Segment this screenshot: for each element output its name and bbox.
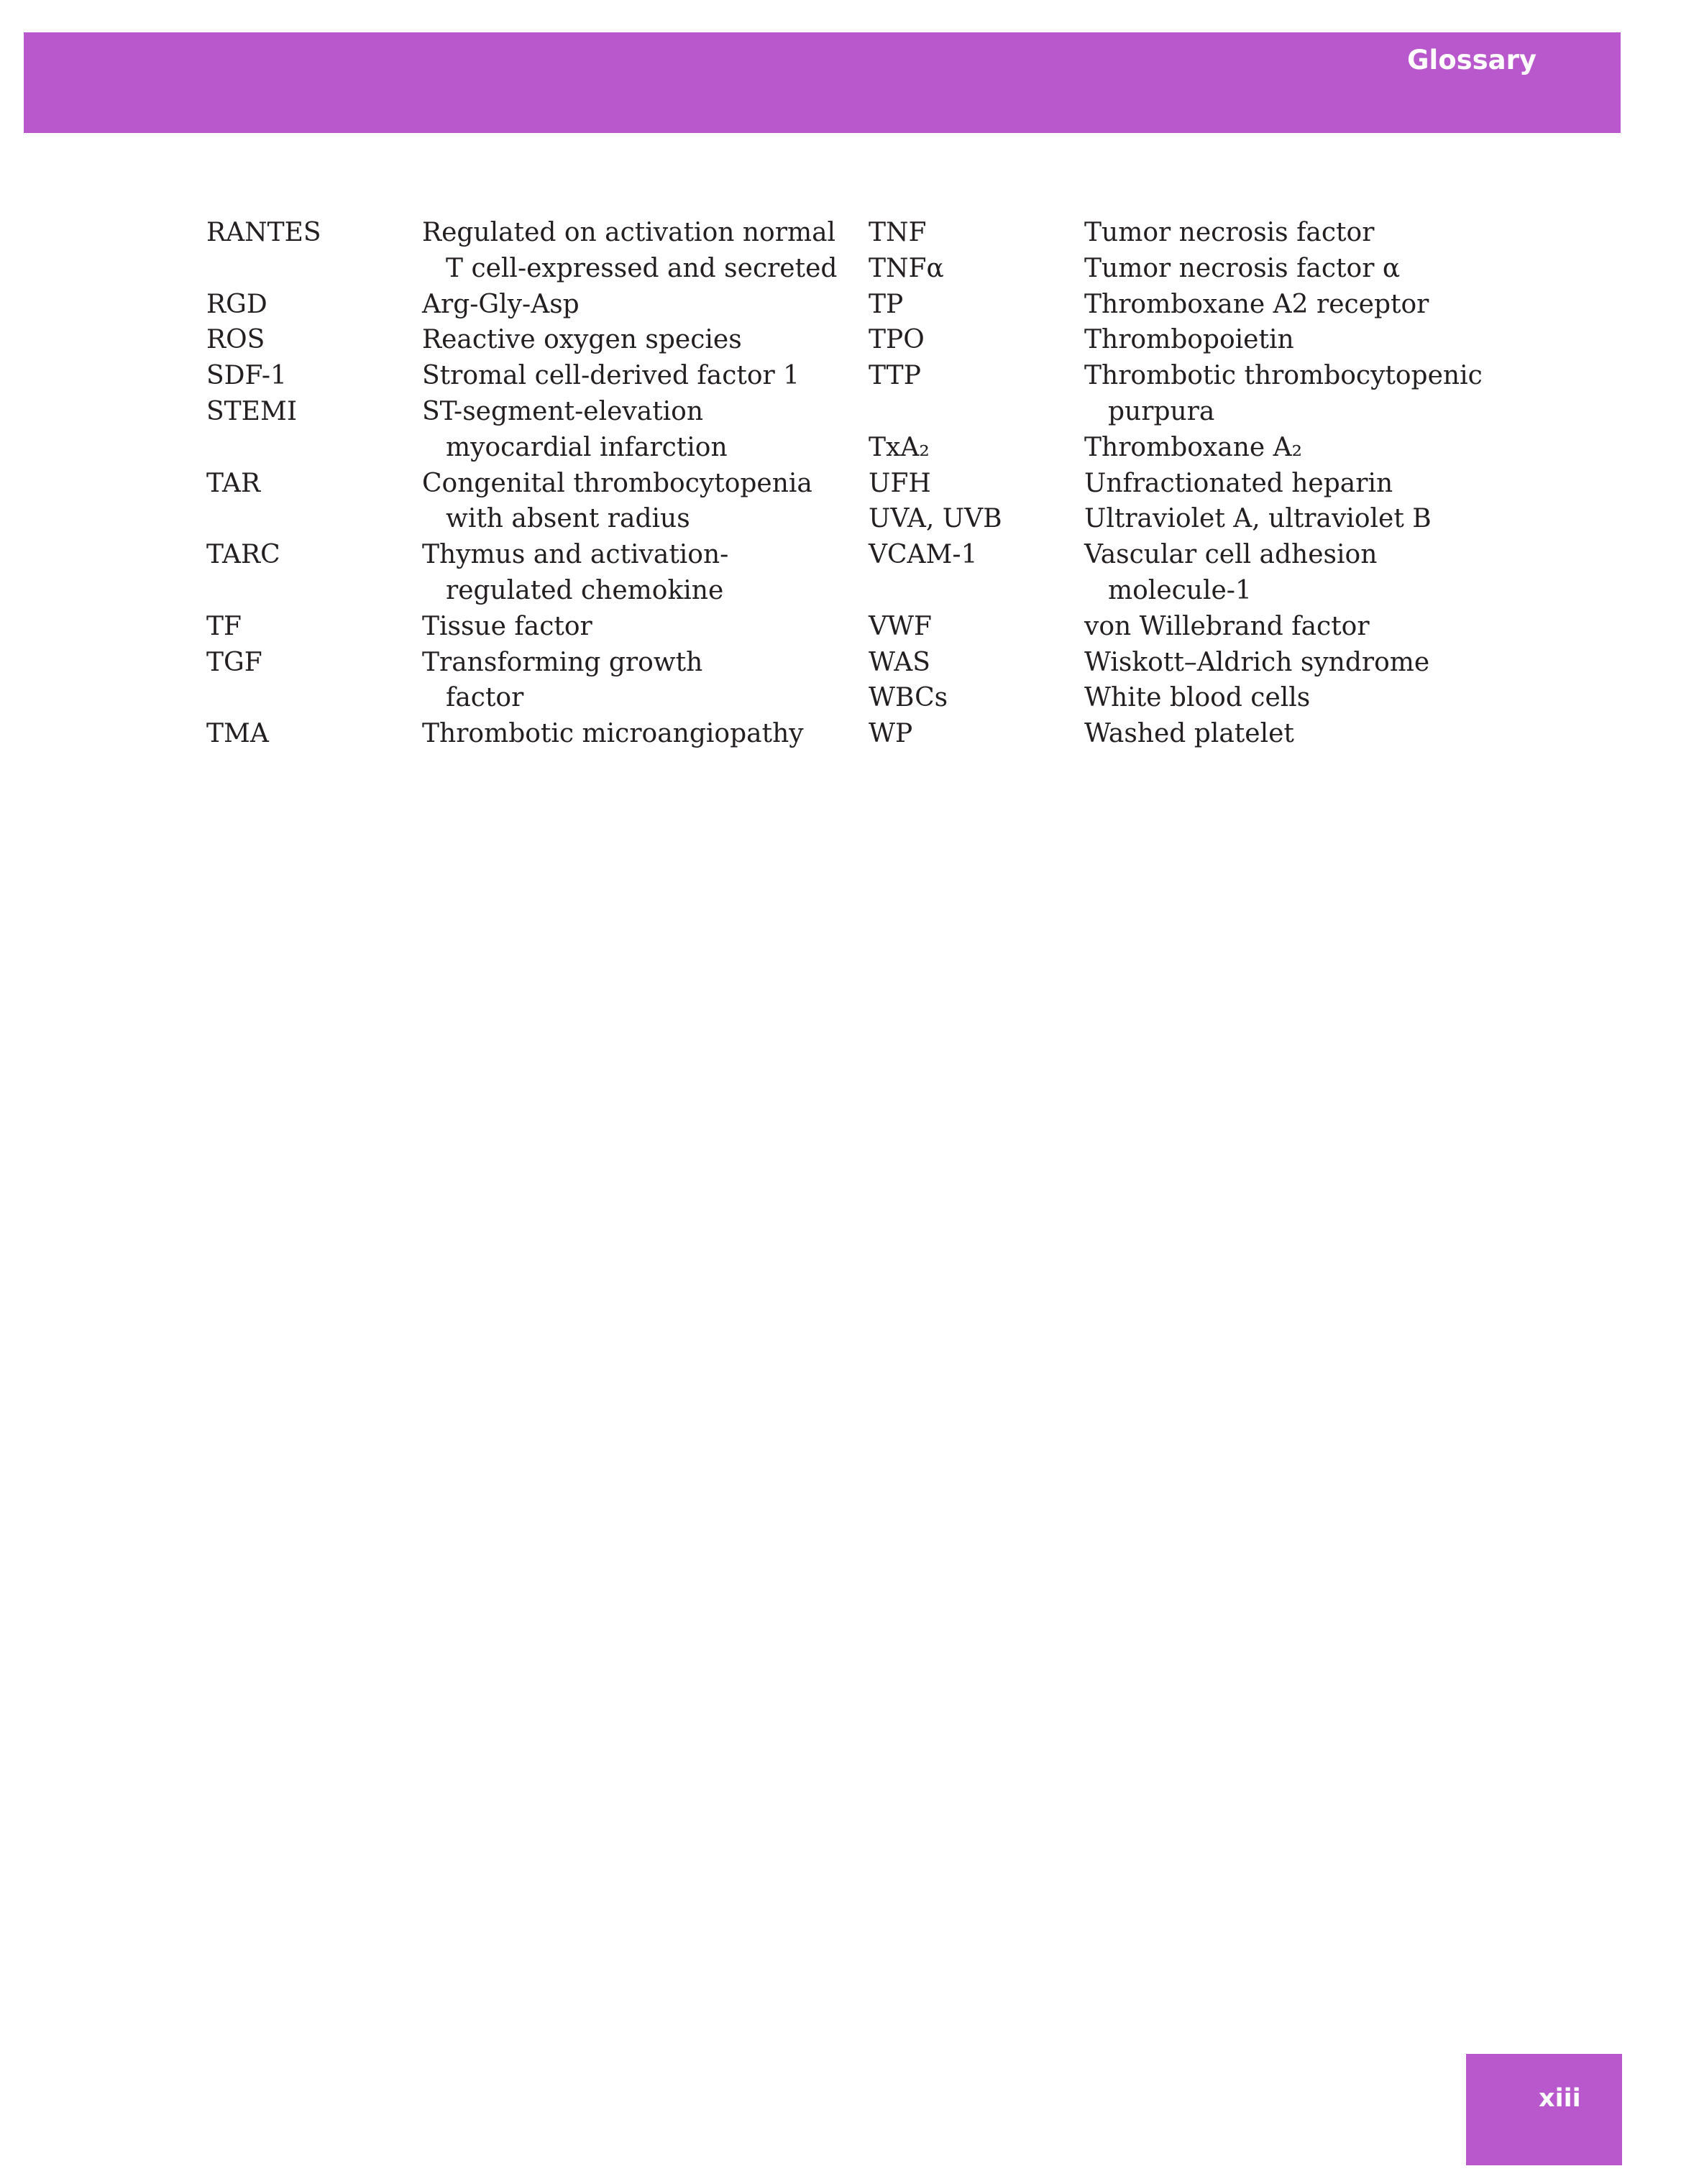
glossary-entry	[869, 501, 1588, 537]
glossary-abbreviation: WAS	[869, 647, 930, 677]
definition-line: Thromboxane A2 receptor	[1084, 289, 1429, 319]
glossary-abbreviation: RGD	[206, 289, 267, 319]
glossary-entry	[206, 358, 925, 394]
glossary-definition	[422, 537, 728, 609]
glossary-definition	[422, 394, 728, 466]
glossary-definition	[1084, 466, 1393, 502]
page-title: Glossary	[1407, 45, 1537, 75]
glossary-definition	[1084, 430, 1302, 466]
glossary-entry	[869, 358, 1588, 430]
glossary-column-left	[206, 215, 925, 752]
glossary-abbreviation: TNFα	[869, 253, 944, 283]
glossary-entry	[206, 394, 925, 466]
definition-line: Regulated on activation normal	[422, 218, 836, 247]
glossary-abbreviation: VWF	[869, 611, 932, 641]
definition-line: factor	[446, 683, 524, 713]
glossary-abbreviation: TP	[869, 289, 904, 319]
glossary-entry	[869, 287, 1588, 323]
page-number: xiii	[1539, 2084, 1581, 2113]
definition-line: Wiskott–Aldrich syndrome	[1084, 647, 1430, 677]
definition-line: Ultraviolet A, ultraviolet B	[1084, 504, 1432, 534]
glossary-entry	[869, 466, 1588, 502]
glossary-abbreviation: RANTES	[206, 218, 321, 247]
definition-line: molecule-1	[1108, 575, 1252, 605]
glossary-entry	[206, 322, 925, 358]
glossary-definition	[1084, 358, 1483, 430]
glossary-definition	[1084, 215, 1374, 251]
definition-line: Reactive oxygen species	[422, 325, 742, 355]
header-bar	[24, 32, 1621, 133]
glossary-entry	[869, 609, 1588, 645]
glossary-definition	[1084, 645, 1429, 681]
glossary-abbreviation: TMA	[206, 719, 269, 749]
definition-line: regulated chemokine	[446, 575, 724, 605]
glossary-abbreviation: WBCs	[869, 683, 948, 713]
glossary-abbreviation: TPO	[869, 325, 925, 355]
definition-line: T cell-expressed and secreted	[446, 253, 838, 283]
definition-line: Arg-Gly-Asp	[422, 289, 580, 319]
definition-line: Vascular cell adhesion	[1084, 540, 1378, 570]
glossary-abbreviation: UFH	[869, 468, 931, 498]
glossary-definition	[1084, 609, 1370, 645]
glossary-abbreviation: TGF	[206, 647, 262, 677]
glossary-entry	[206, 645, 925, 717]
glossary-entry	[869, 251, 1588, 287]
definition-line: Thromboxane A₂	[1084, 432, 1303, 462]
definition-line: Transforming growth	[422, 647, 703, 677]
definition-line: myocardial infarction	[446, 432, 728, 462]
glossary-definition	[422, 645, 702, 717]
glossary-abbreviation: TAR	[206, 468, 261, 498]
definition-line: von Willebrand factor	[1084, 611, 1370, 641]
glossary-definition	[1084, 322, 1294, 358]
glossary-entry	[206, 609, 925, 645]
definition-line: Congenital thrombocytopenia	[422, 468, 812, 498]
definition-line: Washed platelet	[1084, 719, 1294, 749]
glossary-definition	[1084, 251, 1400, 287]
glossary-entry	[869, 537, 1588, 609]
glossary-entry	[206, 537, 925, 609]
glossary-abbreviation: TF	[206, 611, 242, 641]
definition-line: Thrombopoietin	[1084, 325, 1294, 355]
glossary-abbreviation: WP	[869, 719, 913, 749]
definition-line: purpura	[1108, 396, 1215, 426]
glossary-abbreviation: VCAM-1	[869, 540, 978, 570]
definition-line: Tumor necrosis factor	[1084, 218, 1375, 247]
glossary-abbreviation: TNF	[869, 218, 927, 247]
glossary-entry	[869, 680, 1588, 716]
glossary-definition	[422, 322, 742, 358]
glossary-definition	[1084, 287, 1429, 323]
glossary-entry	[206, 466, 925, 538]
glossary-definition	[422, 215, 837, 287]
glossary-definition	[422, 609, 592, 645]
glossary-entry	[206, 215, 925, 287]
glossary-definition	[422, 358, 800, 394]
glossary-entry	[206, 287, 925, 323]
definition-line: Tissue factor	[422, 611, 592, 641]
glossary-abbreviation: TARC	[206, 540, 280, 570]
glossary-entry	[869, 430, 1588, 466]
definition-line: Tumor necrosis factor α	[1084, 253, 1401, 283]
glossary-definition	[422, 716, 804, 752]
glossary-abbreviation: TxA₂	[869, 432, 930, 462]
glossary-definition	[1084, 680, 1310, 716]
glossary-abbreviation: ROS	[206, 325, 265, 355]
glossary-entry	[869, 322, 1588, 358]
definition-line: Thrombotic microangiopathy	[422, 719, 804, 749]
definition-line: Unfractionated heparin	[1084, 468, 1393, 498]
glossary-abbreviation: TTP	[869, 361, 921, 391]
glossary-entry	[869, 215, 1588, 251]
definition-line: Thrombotic thrombocytopenic	[1084, 361, 1483, 391]
glossary-definition	[422, 466, 812, 538]
glossary-column-right	[869, 215, 1588, 752]
glossary-entry	[206, 716, 925, 752]
glossary-entry	[869, 645, 1588, 681]
glossary-abbreviation: UVA, UVB	[869, 504, 1002, 534]
glossary-definition	[1084, 501, 1432, 537]
definition-line: Stromal cell-derived factor 1	[422, 361, 800, 391]
glossary-entry	[869, 716, 1588, 752]
glossary-abbreviation: SDF-1	[206, 361, 287, 391]
definition-line: with absent radius	[446, 504, 690, 534]
glossary-abbreviation: STEMI	[206, 396, 298, 426]
definition-line: White blood cells	[1084, 683, 1311, 713]
glossary-definition	[1084, 716, 1294, 752]
definition-line: Thymus and activation-	[422, 540, 729, 570]
glossary-definition	[1084, 537, 1377, 609]
glossary-definition	[422, 287, 580, 323]
definition-line: ST-segment-elevation	[422, 396, 704, 426]
